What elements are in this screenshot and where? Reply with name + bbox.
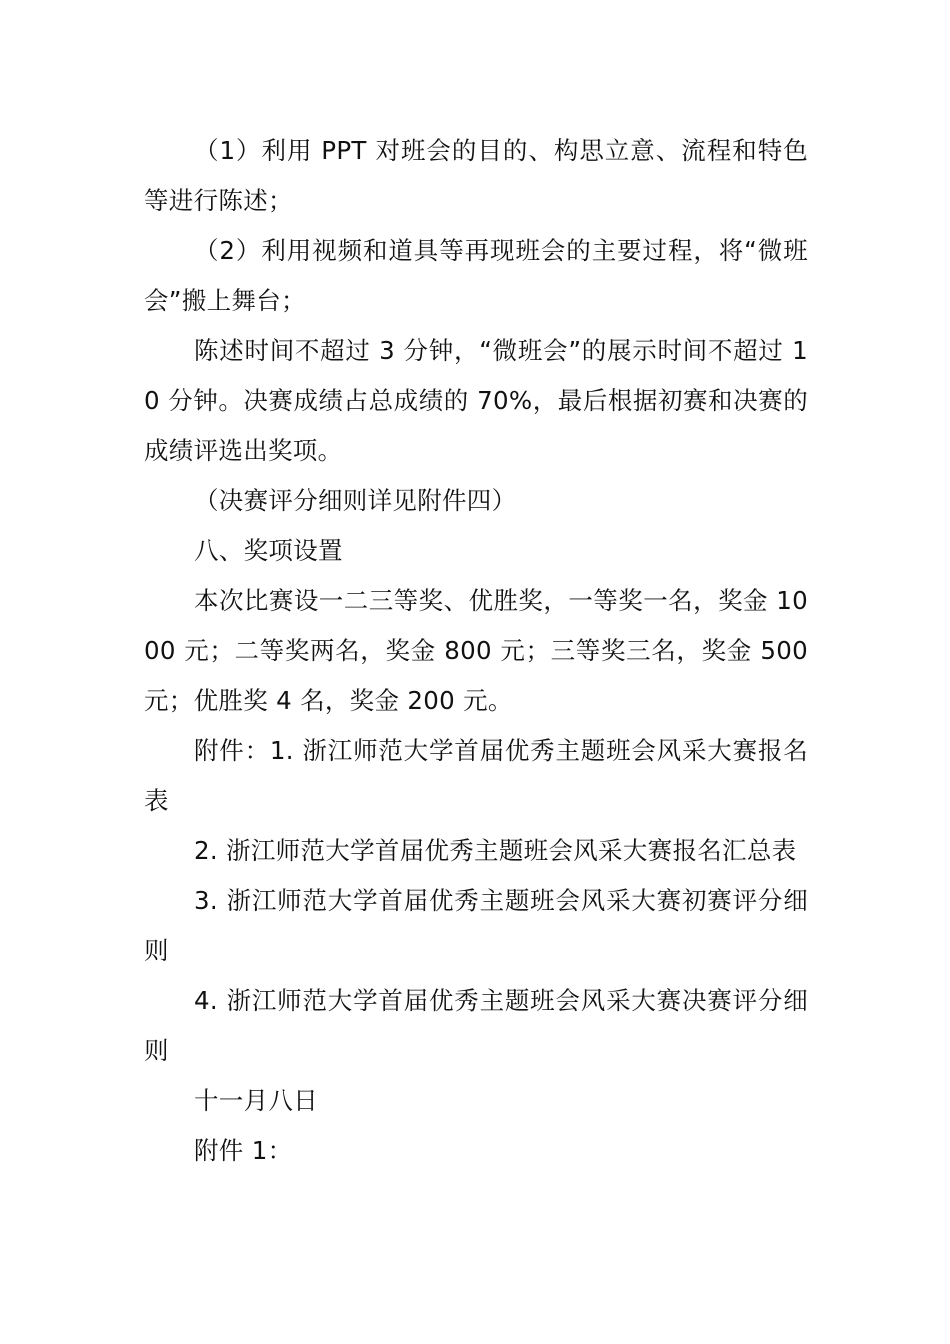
paragraph-final-scoring-note: （决赛评分细则详见附件四）	[194, 486, 517, 515]
attachment-item-2: 2. 浙江师范大学首届优秀主题班会风采大赛报名汇总表	[194, 836, 797, 865]
attachment-1-heading: 附件 1：	[194, 1136, 293, 1165]
document-date: 十一月八日	[194, 1086, 318, 1115]
paragraph-time-limit: 陈述时间不超过 3 分钟，“微班会”的展示时间不超过 10 分钟。决赛成绩占总成绩的 70%，最后根据初赛和决赛的成绩评选出奖项。	[144, 336, 808, 465]
section-heading-awards: 八、奖项设置	[194, 536, 343, 565]
paragraph-award-details: 本次比赛设一二三等奖、优胜奖，一等奖一名，奖金 1000 元；二等奖两名，奖金 800 元；三等奖三名，奖金 500 元；优胜奖 4 名，奖金 200 元。	[144, 586, 808, 715]
attachment-item-4: 4. 浙江师范大学首届优秀主题班会风采大赛决赛评分细则	[144, 986, 808, 1065]
paragraph-video-props: （2）利用视频和道具等再现班会的主要过程，将“微班会”搬上舞台；	[144, 236, 808, 315]
attachment-item-1: 附件：1. 浙江师范大学首届优秀主题班会风采大赛报名表	[144, 736, 808, 815]
attachment-item-3: 3. 浙江师范大学首届优秀主题班会风采大赛初赛评分细则	[144, 886, 808, 965]
paragraph-ppt-presentation: （1）利用 PPT 对班会的目的、构思立意、流程和特色等进行陈述；	[144, 136, 808, 215]
document-body	[144, 126, 808, 1176]
